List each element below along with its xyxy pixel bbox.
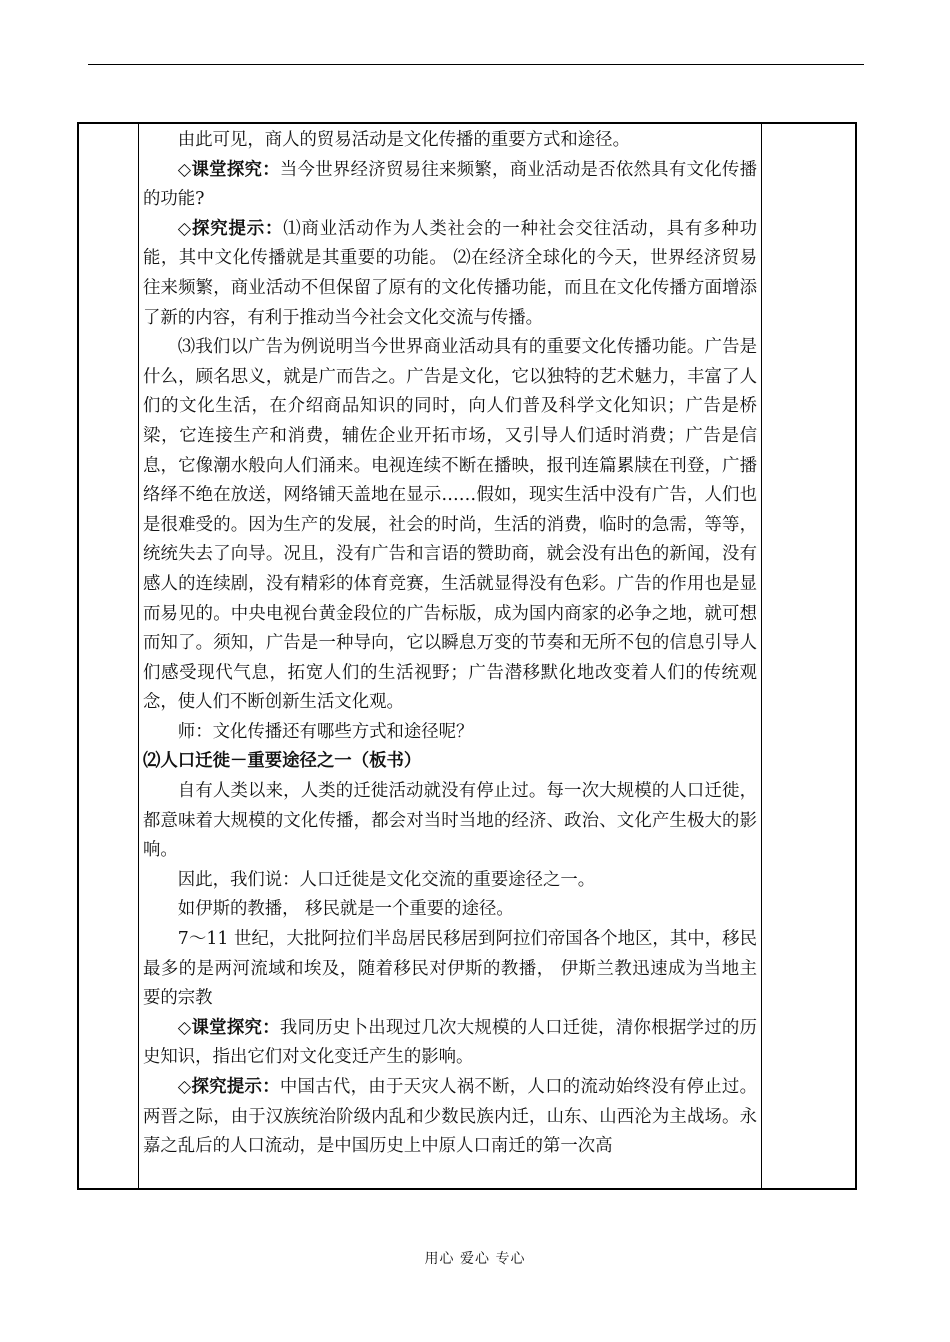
paragraph-conclusion: 由此可见，商人的贸易活动是文化传播的重要方式和途径。 bbox=[177, 130, 630, 150]
paragraph-islam-example: 如伊斯的教播， 移民就是一个重要的途径。 bbox=[177, 899, 514, 920]
paragraph-migration-intro: 自有人类以来，人类的迁徙活动就没有停止过。每一次大规模的人口迁徙，都意味着大规模的文化传播，都会对当时当地的经济、政治、文化产生极大的影响。 bbox=[143, 781, 757, 861]
section-heading-migration: ⑵人口迁徙－重要途径之一（板书） bbox=[143, 751, 422, 772]
lesson-content bbox=[143, 126, 757, 1162]
paragraph-inquiry-1: ◇课堂探究：当今世界经济贸易往来频繁，商业活动是否依然具有文化传播的功能? bbox=[143, 159, 757, 210]
inquiry-label: ◇课堂探究： bbox=[177, 1017, 280, 1038]
lesson-table bbox=[77, 122, 857, 1190]
paragraph-inquiry-2: ◇课堂探究：我同历史卜出现过几次大规模的人口迁徙，清你根据学过的历史知识，指出它们对文化变迁产生的影响。 bbox=[143, 1017, 757, 1068]
page-footer: 用心 爱心 专心 bbox=[424, 1251, 526, 1267]
right-column-divider bbox=[761, 124, 762, 1188]
left-column-divider bbox=[138, 124, 139, 1188]
paragraph-arab-migration: 7～11 世纪，大批阿拉们半岛居民移居到阿拉们帝国各个地区，其中，移民最多的是两河流域和埃及，随着移民对伊斯的教播， 伊斯兰教迅速成为当地主要的宗教 bbox=[143, 929, 757, 1009]
inquiry-label: ◇课堂探究： bbox=[177, 159, 280, 180]
paragraph-hint-1: ◇探究提示：⑴商业活动作为人类社会的一种社会交往活动，具有多种功能，其中文化传播就是其重要的功能。 ⑵在经济全球化的今天，世界经济贸易往来频繁，商业活动不但保留了原有的文化传播功能，而且在文化传播方面增添了新的内容，有利于推动当今社会文化交流与传播。 bbox=[143, 218, 757, 328]
paragraph-hint-2: ◇探究提示：中国古代，由于天灾人祸不断，人口的流动始终没有停止过。两晋之际，由于汉族统治阶级内乱和少数民族内迁，山东、山西沦为主战场。永嘉之乱后的人口流动，是中国历史上中原人口南迁的第一次高 bbox=[143, 1077, 757, 1157]
paragraph-advertising: ⑶我们以广告为例说明当今世界商业活动具有的重要文化传播功能。广告是什么，顾名思义，就是广而告之。广告是文化，它以独特的艺术魅力，丰富了人们的文化生活，在介绍商品知识的同时，向人们普及科学文化知识；广告是桥梁，它连接生产和消费，辅佐企业开拓市场，又引导人们适时消费；广告是信息，它像潮水般向人们涌来。电视连续不断在播映，报刊连篇累牍在刊登，广播络绎不绝在放送，网络铺天盖地在显示……假如，现实生活中没有广告，人们也是很难受的。因为生产的发展，社会的时尚，生活的消费，临时的急需，等等，统统失去了向导。况且，没有广告和言语的赞助商，就会没有出色的新闻，没有感人的连续剧，没有精彩的体育竞赛，生活就显得没有色彩。广告的作用也是显而易见的。中央电视台黄金段位的广告标版，成为国内商家的必争之地，就可想而知了。须知，广告是一种导向，它以瞬息万变的节奏和无所不包的信息引导人们感受现代气息，拓宽人们的生活视野；广告潜移默化地改变着人们的传统观念，使人们不断创新生活文化观。 bbox=[143, 337, 757, 713]
paragraph-migration-conclusion: 因此，我们说：人口迁徙是文化交流的重要途径之一。 bbox=[177, 869, 596, 890]
paragraph-teacher-question: 师：文化传播还有哪些方式和途径呢？ bbox=[177, 721, 474, 742]
header-rule bbox=[88, 64, 864, 65]
hint-label: ◇探究提示： bbox=[177, 218, 284, 239]
hint-label: ◇探究提示： bbox=[177, 1077, 280, 1097]
